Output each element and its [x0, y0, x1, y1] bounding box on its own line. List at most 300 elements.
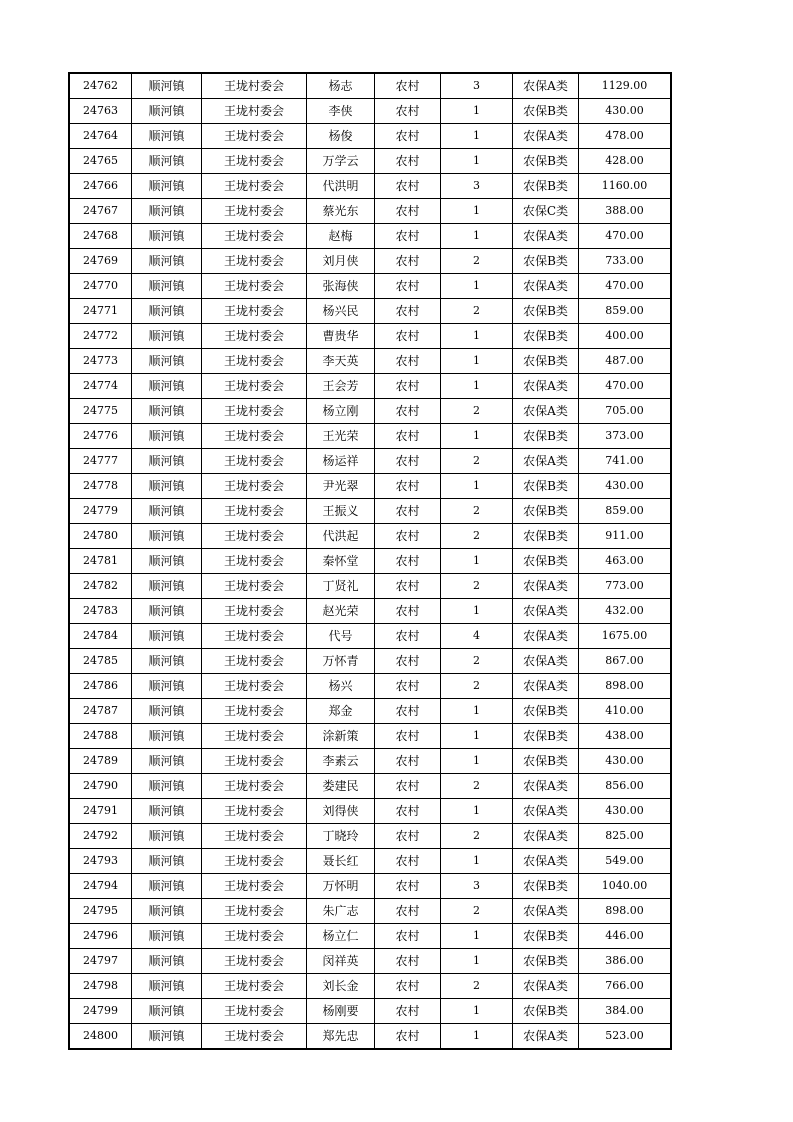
household-type-cell: 农村: [375, 1024, 441, 1050]
member-count-cell: 2: [441, 249, 513, 274]
insurance-category-cell: 农保B类: [513, 499, 579, 524]
record-id-cell: 24783: [69, 599, 132, 624]
amount-cell: 898.00: [579, 899, 672, 924]
table-row: [69, 549, 671, 574]
insurance-category-cell: 农保B类: [513, 999, 579, 1024]
table-row: [69, 324, 671, 349]
town-cell: 顺河镇: [132, 749, 202, 774]
member-count-cell: 3: [441, 874, 513, 899]
table-row: [69, 399, 671, 424]
person-name-cell: 秦怀堂: [307, 549, 375, 574]
town-cell: 顺河镇: [132, 874, 202, 899]
amount-cell: 705.00: [579, 399, 672, 424]
insurance-category-cell: 农保A类: [513, 599, 579, 624]
household-type-cell: 农村: [375, 549, 441, 574]
village-committee-cell: 王垅村委会: [202, 774, 307, 799]
town-cell: 顺河镇: [132, 324, 202, 349]
village-committee-cell: 王垅村委会: [202, 349, 307, 374]
record-id-cell: 24768: [69, 224, 132, 249]
town-cell: 顺河镇: [132, 524, 202, 549]
person-name-cell: 丁晓玲: [307, 824, 375, 849]
town-cell: 顺河镇: [132, 349, 202, 374]
village-committee-cell: 王垅村委会: [202, 199, 307, 224]
insurance-category-cell: 农保B类: [513, 724, 579, 749]
member-count-cell: 1: [441, 949, 513, 974]
table-row: [69, 524, 671, 549]
table-row: [69, 299, 671, 324]
town-cell: 顺河镇: [132, 1024, 202, 1050]
amount-cell: 384.00: [579, 999, 672, 1024]
town-cell: 顺河镇: [132, 649, 202, 674]
member-count-cell: 1: [441, 799, 513, 824]
amount-cell: 825.00: [579, 824, 672, 849]
record-id-cell: 24799: [69, 999, 132, 1024]
table-row: [69, 599, 671, 624]
member-count-cell: 2: [441, 649, 513, 674]
person-name-cell: 王光荣: [307, 424, 375, 449]
record-id-cell: 24785: [69, 649, 132, 674]
member-count-cell: 1: [441, 699, 513, 724]
insurance-category-cell: 农保A类: [513, 1024, 579, 1050]
table-row: [69, 999, 671, 1024]
town-cell: 顺河镇: [132, 699, 202, 724]
member-count-cell: 2: [441, 774, 513, 799]
town-cell: 顺河镇: [132, 949, 202, 974]
village-committee-cell: 王垅村委会: [202, 824, 307, 849]
village-committee-cell: 王垅村委会: [202, 73, 307, 99]
household-type-cell: 农村: [375, 149, 441, 174]
village-committee-cell: 王垅村委会: [202, 649, 307, 674]
town-cell: 顺河镇: [132, 424, 202, 449]
member-count-cell: 2: [441, 299, 513, 324]
amount-cell: 867.00: [579, 649, 672, 674]
member-count-cell: 1: [441, 549, 513, 574]
person-name-cell: 王振义: [307, 499, 375, 524]
town-cell: 顺河镇: [132, 999, 202, 1024]
person-name-cell: 刘得侠: [307, 799, 375, 824]
insurance-category-cell: 农保A类: [513, 73, 579, 99]
person-name-cell: 丁贤礼: [307, 574, 375, 599]
household-type-cell: 农村: [375, 874, 441, 899]
household-type-cell: 农村: [375, 824, 441, 849]
table-row: [69, 774, 671, 799]
amount-cell: 438.00: [579, 724, 672, 749]
village-committee-cell: 王垅村委会: [202, 224, 307, 249]
insurance-category-cell: 农保A类: [513, 824, 579, 849]
amount-cell: 388.00: [579, 199, 672, 224]
amount-cell: 1040.00: [579, 874, 672, 899]
village-committee-cell: 王垅村委会: [202, 174, 307, 199]
insurance-category-cell: 农保A类: [513, 774, 579, 799]
records-table-body: [69, 73, 671, 1049]
household-type-cell: 农村: [375, 499, 441, 524]
household-type-cell: 农村: [375, 649, 441, 674]
table-row: [69, 799, 671, 824]
member-count-cell: 1: [441, 924, 513, 949]
member-count-cell: 1: [441, 599, 513, 624]
household-type-cell: 农村: [375, 274, 441, 299]
village-committee-cell: 王垅村委会: [202, 674, 307, 699]
town-cell: 顺河镇: [132, 574, 202, 599]
record-id-cell: 24778: [69, 474, 132, 499]
household-type-cell: 农村: [375, 924, 441, 949]
town-cell: 顺河镇: [132, 849, 202, 874]
member-count-cell: 1: [441, 124, 513, 149]
household-type-cell: 农村: [375, 324, 441, 349]
member-count-cell: 1: [441, 149, 513, 174]
member-count-cell: 2: [441, 824, 513, 849]
member-count-cell: 1: [441, 724, 513, 749]
amount-cell: 733.00: [579, 249, 672, 274]
village-committee-cell: 王垅村委会: [202, 149, 307, 174]
amount-cell: 430.00: [579, 474, 672, 499]
household-type-cell: 农村: [375, 799, 441, 824]
amount-cell: 400.00: [579, 324, 672, 349]
member-count-cell: 3: [441, 174, 513, 199]
town-cell: 顺河镇: [132, 774, 202, 799]
amount-cell: 432.00: [579, 599, 672, 624]
town-cell: 顺河镇: [132, 824, 202, 849]
table-row: [69, 99, 671, 124]
table-row: [69, 199, 671, 224]
member-count-cell: 1: [441, 849, 513, 874]
insurance-category-cell: 农保C类: [513, 199, 579, 224]
member-count-cell: 1: [441, 199, 513, 224]
village-committee-cell: 王垅村委会: [202, 249, 307, 274]
town-cell: 顺河镇: [132, 924, 202, 949]
table-row: [69, 274, 671, 299]
person-name-cell: 赵光荣: [307, 599, 375, 624]
town-cell: 顺河镇: [132, 399, 202, 424]
household-type-cell: 农村: [375, 524, 441, 549]
insurance-category-cell: 农保A类: [513, 399, 579, 424]
village-committee-cell: 王垅村委会: [202, 724, 307, 749]
records-table: [68, 72, 672, 1050]
member-count-cell: 1: [441, 349, 513, 374]
insurance-category-cell: 农保A类: [513, 849, 579, 874]
amount-cell: 470.00: [579, 274, 672, 299]
amount-cell: 549.00: [579, 849, 672, 874]
amount-cell: 741.00: [579, 449, 672, 474]
town-cell: 顺河镇: [132, 124, 202, 149]
household-type-cell: 农村: [375, 624, 441, 649]
insurance-category-cell: 农保A类: [513, 574, 579, 599]
village-committee-cell: 王垅村委会: [202, 524, 307, 549]
table-row: [69, 749, 671, 774]
amount-cell: 463.00: [579, 549, 672, 574]
table-row: [69, 974, 671, 999]
record-id-cell: 24797: [69, 949, 132, 974]
insurance-category-cell: 农保B类: [513, 99, 579, 124]
table-row: [69, 424, 671, 449]
record-id-cell: 24767: [69, 199, 132, 224]
village-committee-cell: 王垅村委会: [202, 599, 307, 624]
person-name-cell: 万怀青: [307, 649, 375, 674]
town-cell: 顺河镇: [132, 624, 202, 649]
person-name-cell: 刘长金: [307, 974, 375, 999]
household-type-cell: 农村: [375, 899, 441, 924]
person-name-cell: 闵祥英: [307, 949, 375, 974]
household-type-cell: 农村: [375, 399, 441, 424]
village-committee-cell: 王垅村委会: [202, 474, 307, 499]
town-cell: 顺河镇: [132, 149, 202, 174]
person-name-cell: 杨兴: [307, 674, 375, 699]
household-type-cell: 农村: [375, 699, 441, 724]
amount-cell: 1129.00: [579, 73, 672, 99]
person-name-cell: 蔡光东: [307, 199, 375, 224]
insurance-category-cell: 农保A类: [513, 224, 579, 249]
table-row: [69, 449, 671, 474]
amount-cell: 470.00: [579, 374, 672, 399]
town-cell: 顺河镇: [132, 549, 202, 574]
person-name-cell: 聂长红: [307, 849, 375, 874]
person-name-cell: 郑金: [307, 699, 375, 724]
member-count-cell: 1: [441, 274, 513, 299]
member-count-cell: 2: [441, 399, 513, 424]
insurance-category-cell: 农保B类: [513, 249, 579, 274]
household-type-cell: 农村: [375, 774, 441, 799]
record-id-cell: 24776: [69, 424, 132, 449]
town-cell: 顺河镇: [132, 99, 202, 124]
village-committee-cell: 王垅村委会: [202, 399, 307, 424]
record-id-cell: 24764: [69, 124, 132, 149]
amount-cell: 859.00: [579, 499, 672, 524]
amount-cell: 446.00: [579, 924, 672, 949]
village-committee-cell: 王垅村委会: [202, 799, 307, 824]
amount-cell: 898.00: [579, 674, 672, 699]
record-id-cell: 24779: [69, 499, 132, 524]
person-name-cell: 万学云: [307, 149, 375, 174]
member-count-cell: 2: [441, 449, 513, 474]
table-row: [69, 374, 671, 399]
village-committee-cell: 王垅村委会: [202, 624, 307, 649]
insurance-category-cell: 农保B类: [513, 924, 579, 949]
person-name-cell: 代洪起: [307, 524, 375, 549]
village-committee-cell: 王垅村委会: [202, 124, 307, 149]
amount-cell: 1675.00: [579, 624, 672, 649]
household-type-cell: 农村: [375, 974, 441, 999]
record-id-cell: 24780: [69, 524, 132, 549]
village-committee-cell: 王垅村委会: [202, 324, 307, 349]
household-type-cell: 农村: [375, 249, 441, 274]
table-row: [69, 699, 671, 724]
household-type-cell: 农村: [375, 174, 441, 199]
insurance-category-cell: 农保B类: [513, 299, 579, 324]
household-type-cell: 农村: [375, 99, 441, 124]
household-type-cell: 农村: [375, 199, 441, 224]
record-id-cell: 24771: [69, 299, 132, 324]
household-type-cell: 农村: [375, 674, 441, 699]
town-cell: 顺河镇: [132, 599, 202, 624]
amount-cell: 430.00: [579, 749, 672, 774]
member-count-cell: 2: [441, 574, 513, 599]
amount-cell: 430.00: [579, 799, 672, 824]
household-type-cell: 农村: [375, 749, 441, 774]
table-row: [69, 224, 671, 249]
town-cell: 顺河镇: [132, 199, 202, 224]
person-name-cell: 李侠: [307, 99, 375, 124]
village-committee-cell: 王垅村委会: [202, 299, 307, 324]
village-committee-cell: 王垅村委会: [202, 449, 307, 474]
town-cell: 顺河镇: [132, 674, 202, 699]
record-id-cell: 24770: [69, 274, 132, 299]
town-cell: 顺河镇: [132, 374, 202, 399]
amount-cell: 856.00: [579, 774, 672, 799]
person-name-cell: 刘月侠: [307, 249, 375, 274]
record-id-cell: 24790: [69, 774, 132, 799]
village-committee-cell: 王垅村委会: [202, 924, 307, 949]
insurance-category-cell: 农保A类: [513, 899, 579, 924]
table-row: [69, 174, 671, 199]
table-row: [69, 824, 671, 849]
household-type-cell: 农村: [375, 574, 441, 599]
record-id-cell: 24763: [69, 99, 132, 124]
record-id-cell: 24788: [69, 724, 132, 749]
amount-cell: 478.00: [579, 124, 672, 149]
table-row: [69, 724, 671, 749]
table-row: [69, 624, 671, 649]
person-name-cell: 李素云: [307, 749, 375, 774]
person-name-cell: 李天英: [307, 349, 375, 374]
household-type-cell: 农村: [375, 124, 441, 149]
table-row: [69, 73, 671, 99]
town-cell: 顺河镇: [132, 224, 202, 249]
village-committee-cell: 王垅村委会: [202, 699, 307, 724]
household-type-cell: 农村: [375, 599, 441, 624]
member-count-cell: 2: [441, 524, 513, 549]
person-name-cell: 杨刚要: [307, 999, 375, 1024]
record-id-cell: 24781: [69, 549, 132, 574]
record-id-cell: 24773: [69, 349, 132, 374]
insurance-category-cell: 农保B类: [513, 149, 579, 174]
insurance-category-cell: 农保B类: [513, 524, 579, 549]
member-count-cell: 1: [441, 324, 513, 349]
member-count-cell: 1: [441, 224, 513, 249]
member-count-cell: 2: [441, 499, 513, 524]
household-type-cell: 农村: [375, 349, 441, 374]
amount-cell: 859.00: [579, 299, 672, 324]
table-row: [69, 1024, 671, 1050]
member-count-cell: 1: [441, 99, 513, 124]
table-row: [69, 349, 671, 374]
household-type-cell: 农村: [375, 424, 441, 449]
person-name-cell: 朱广志: [307, 899, 375, 924]
insurance-category-cell: 农保A类: [513, 649, 579, 674]
village-committee-cell: 王垅村委会: [202, 424, 307, 449]
table-row: [69, 499, 671, 524]
person-name-cell: 娄建民: [307, 774, 375, 799]
amount-cell: 386.00: [579, 949, 672, 974]
amount-cell: 428.00: [579, 149, 672, 174]
insurance-category-cell: 农保A类: [513, 274, 579, 299]
record-id-cell: 24784: [69, 624, 132, 649]
amount-cell: 410.00: [579, 699, 672, 724]
insurance-category-cell: 农保A类: [513, 374, 579, 399]
record-id-cell: 24777: [69, 449, 132, 474]
table-row: [69, 649, 671, 674]
village-committee-cell: 王垅村委会: [202, 949, 307, 974]
amount-cell: 523.00: [579, 1024, 672, 1050]
record-id-cell: 24786: [69, 674, 132, 699]
insurance-category-cell: 农保B类: [513, 874, 579, 899]
member-count-cell: 2: [441, 674, 513, 699]
household-type-cell: 农村: [375, 724, 441, 749]
record-id-cell: 24769: [69, 249, 132, 274]
member-count-cell: 2: [441, 974, 513, 999]
record-id-cell: 24795: [69, 899, 132, 924]
record-id-cell: 24800: [69, 1024, 132, 1050]
record-id-cell: 24772: [69, 324, 132, 349]
village-committee-cell: 王垅村委会: [202, 849, 307, 874]
village-committee-cell: 王垅村委会: [202, 274, 307, 299]
table-row: [69, 924, 671, 949]
table-row: [69, 874, 671, 899]
insurance-category-cell: 农保A类: [513, 124, 579, 149]
amount-cell: 773.00: [579, 574, 672, 599]
table-row: [69, 849, 671, 874]
town-cell: 顺河镇: [132, 274, 202, 299]
person-name-cell: 尹光翠: [307, 474, 375, 499]
amount-cell: 1160.00: [579, 174, 672, 199]
person-name-cell: 杨立刚: [307, 399, 375, 424]
table-row: [69, 949, 671, 974]
insurance-category-cell: 农保B类: [513, 424, 579, 449]
village-committee-cell: 王垅村委会: [202, 374, 307, 399]
insurance-category-cell: 农保B类: [513, 949, 579, 974]
member-count-cell: 1: [441, 749, 513, 774]
person-name-cell: 杨立仁: [307, 924, 375, 949]
insurance-category-cell: 农保B类: [513, 174, 579, 199]
village-committee-cell: 王垅村委会: [202, 574, 307, 599]
person-name-cell: 赵梅: [307, 224, 375, 249]
insurance-category-cell: 农保B类: [513, 699, 579, 724]
village-committee-cell: 王垅村委会: [202, 499, 307, 524]
insurance-category-cell: 农保A类: [513, 674, 579, 699]
record-id-cell: 24793: [69, 849, 132, 874]
member-count-cell: 4: [441, 624, 513, 649]
member-count-cell: 1: [441, 374, 513, 399]
village-committee-cell: 王垅村委会: [202, 1024, 307, 1050]
town-cell: 顺河镇: [132, 474, 202, 499]
town-cell: 顺河镇: [132, 249, 202, 274]
table-row: [69, 474, 671, 499]
amount-cell: 430.00: [579, 99, 672, 124]
insurance-category-cell: 农保A类: [513, 624, 579, 649]
insurance-category-cell: 农保B类: [513, 474, 579, 499]
amount-cell: 373.00: [579, 424, 672, 449]
amount-cell: 487.00: [579, 349, 672, 374]
amount-cell: 911.00: [579, 524, 672, 549]
town-cell: 顺河镇: [132, 299, 202, 324]
person-name-cell: 万怀明: [307, 874, 375, 899]
amount-cell: 470.00: [579, 224, 672, 249]
household-type-cell: 农村: [375, 73, 441, 99]
insurance-category-cell: 农保A类: [513, 974, 579, 999]
amount-cell: 766.00: [579, 974, 672, 999]
insurance-category-cell: 农保B类: [513, 324, 579, 349]
record-id-cell: 24794: [69, 874, 132, 899]
table-row: [69, 574, 671, 599]
table-row: [69, 899, 671, 924]
person-name-cell: 代号: [307, 624, 375, 649]
member-count-cell: 2: [441, 899, 513, 924]
member-count-cell: 1: [441, 999, 513, 1024]
record-id-cell: 24796: [69, 924, 132, 949]
person-name-cell: 杨运祥: [307, 449, 375, 474]
household-type-cell: 农村: [375, 999, 441, 1024]
record-id-cell: 24765: [69, 149, 132, 174]
person-name-cell: 涂新策: [307, 724, 375, 749]
